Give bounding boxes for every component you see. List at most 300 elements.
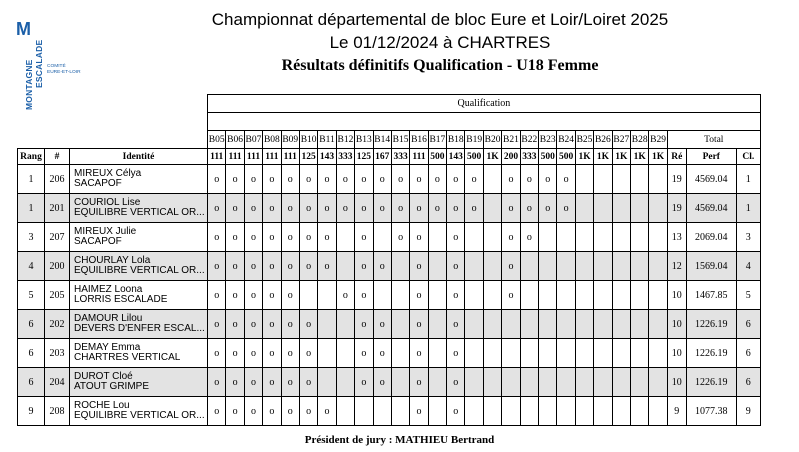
block-result-cell: o xyxy=(263,368,281,397)
cl-cell: 9 xyxy=(736,397,760,426)
block-result-cell xyxy=(391,368,409,397)
athlete-name: HAIMEZ Loona xyxy=(74,284,143,295)
block-result-cell: o xyxy=(410,223,428,252)
athlete-name: DUROT Cloé xyxy=(74,371,133,382)
identite-cell xyxy=(70,368,208,397)
block-result-cell xyxy=(483,368,501,397)
block-points: 111 xyxy=(208,149,226,165)
perf-cell: 1467.85 xyxy=(686,281,736,310)
block-result-cell: o xyxy=(410,310,428,339)
block-result-cell xyxy=(612,223,630,252)
perf-cell: 1226.19 xyxy=(686,310,736,339)
block-result-cell xyxy=(539,281,557,310)
block-result-cell: o xyxy=(502,223,520,252)
block-result-cell: o xyxy=(263,339,281,368)
block-result-cell xyxy=(630,281,648,310)
athlete-name: COURIOL Lise xyxy=(74,197,141,208)
block-result-cell xyxy=(483,339,501,368)
athlete-name: CHOURLAY Lola xyxy=(74,255,151,266)
block-result-cell xyxy=(557,339,575,368)
block-result-cell: o xyxy=(226,281,244,310)
block-result-cell xyxy=(373,281,391,310)
block-points: 111 xyxy=(244,149,262,165)
block-result-cell: o xyxy=(373,368,391,397)
block-result-cell: o xyxy=(557,194,575,223)
block-result-cell: o xyxy=(226,368,244,397)
block-result-cell xyxy=(520,339,538,368)
rang-cell: 6 xyxy=(18,368,45,397)
block-result-cell: o xyxy=(244,397,262,426)
cl-cell: 6 xyxy=(736,339,760,368)
block-result-cell: o xyxy=(226,310,244,339)
block-result-cell xyxy=(502,397,520,426)
num-cell: 201 xyxy=(45,194,70,223)
block-result-cell xyxy=(318,281,336,310)
perf-cell: 4569.04 xyxy=(686,194,736,223)
page-title: Championnat départemental de bloc Eure et Loir/Loiret 2025 xyxy=(211,10,669,29)
block-result-cell xyxy=(630,310,648,339)
rang-cell: 6 xyxy=(18,339,45,368)
athlete-club: ATOUT GRIMPE xyxy=(74,381,150,392)
block-result-cell: o xyxy=(226,339,244,368)
block-result-cell: o xyxy=(263,194,281,223)
block-result-cell: o xyxy=(520,194,538,223)
block-result-cell xyxy=(336,368,354,397)
rang-cell: 9 xyxy=(18,397,45,426)
block-result-cell xyxy=(428,368,446,397)
block-result-cell xyxy=(355,397,373,426)
block-result-cell xyxy=(649,223,667,252)
block-result-cell: o xyxy=(410,194,428,223)
block-result-cell: o xyxy=(263,165,281,194)
cl-cell: 1 xyxy=(736,165,760,194)
block-result-cell xyxy=(520,281,538,310)
block-result-cell: o xyxy=(410,368,428,397)
block-points: 200 xyxy=(502,149,520,165)
block-result-cell: o xyxy=(299,252,317,281)
identite-header: Identité xyxy=(70,149,208,165)
block-result-cell xyxy=(483,194,501,223)
block-result-cell xyxy=(336,339,354,368)
block-result-cell xyxy=(575,165,593,194)
block-result-cell: o xyxy=(539,194,557,223)
logo-mark: M xyxy=(16,19,31,39)
block-points: 111 xyxy=(226,149,244,165)
block-result-cell xyxy=(483,397,501,426)
block-points: 125 xyxy=(355,149,373,165)
block-result-cell xyxy=(612,165,630,194)
block-result-cell: o xyxy=(355,252,373,281)
athlete-club: EQUILIBRE VERTICAL OR... xyxy=(74,265,205,276)
block-result-cell xyxy=(539,310,557,339)
block-header: B23 xyxy=(539,131,557,149)
event-date-location: Le 01/12/2024 à CHARTRES xyxy=(329,33,551,52)
block-header: B17 xyxy=(428,131,446,149)
athlete-club: DEVERS D'ENFER ESCAL... xyxy=(74,323,205,334)
block-result-cell: o xyxy=(336,194,354,223)
block-points: 111 xyxy=(410,149,428,165)
block-result-cell: o xyxy=(244,339,262,368)
block-result-cell xyxy=(502,310,520,339)
block-result-cell: o xyxy=(244,194,262,223)
block-result-cell: o xyxy=(299,368,317,397)
header-row-blocks xyxy=(18,131,761,149)
identite-cell xyxy=(70,339,208,368)
block-header: B29 xyxy=(649,131,667,149)
block-result-cell: o xyxy=(502,252,520,281)
block-result-cell: o xyxy=(208,223,226,252)
cl-cell: 6 xyxy=(736,368,760,397)
rang-cell: 1 xyxy=(18,194,45,223)
block-result-cell: o xyxy=(299,310,317,339)
block-result-cell: o xyxy=(373,194,391,223)
block-result-cell xyxy=(299,281,317,310)
block-result-cell: o xyxy=(447,310,465,339)
block-result-cell xyxy=(612,368,630,397)
block-result-cell: o xyxy=(428,194,446,223)
block-result-cell xyxy=(612,339,630,368)
header-spacer xyxy=(18,113,208,131)
block-result-cell xyxy=(594,165,612,194)
block-result-cell xyxy=(575,397,593,426)
block-result-cell xyxy=(630,223,648,252)
block-result-cell: o xyxy=(299,194,317,223)
block-result-cell xyxy=(630,397,648,426)
rang-header: Rang xyxy=(18,149,45,165)
qualification-spacer xyxy=(208,113,761,131)
block-result-cell: o xyxy=(299,223,317,252)
block-result-cell xyxy=(649,252,667,281)
num-cell: 200 xyxy=(45,252,70,281)
block-points: 1K xyxy=(612,149,630,165)
block-result-cell: o xyxy=(447,397,465,426)
block-points: 167 xyxy=(373,149,391,165)
block-result-cell xyxy=(612,310,630,339)
num-cell: 203 xyxy=(45,339,70,368)
block-header: B10 xyxy=(299,131,317,149)
header-spacer xyxy=(18,131,208,149)
block-result-cell: o xyxy=(410,397,428,426)
block-result-cell: o xyxy=(520,223,538,252)
block-points: 111 xyxy=(281,149,299,165)
num-cell: 202 xyxy=(45,310,70,339)
block-result-cell xyxy=(465,339,483,368)
block-result-cell: o xyxy=(355,165,373,194)
block-result-cell xyxy=(557,281,575,310)
re-cell: 19 xyxy=(667,165,686,194)
block-header: B11 xyxy=(318,131,336,149)
block-result-cell: o xyxy=(244,165,262,194)
identite-cell xyxy=(70,252,208,281)
block-header: B13 xyxy=(355,131,373,149)
block-result-cell xyxy=(465,368,483,397)
block-result-cell xyxy=(575,339,593,368)
block-result-cell xyxy=(594,339,612,368)
block-points: 143 xyxy=(447,149,465,165)
block-result-cell xyxy=(557,397,575,426)
block-header: B14 xyxy=(373,131,391,149)
table-row xyxy=(18,310,761,339)
block-header: B26 xyxy=(594,131,612,149)
block-result-cell xyxy=(649,368,667,397)
block-result-cell: o xyxy=(355,223,373,252)
block-result-cell xyxy=(575,252,593,281)
identite-cell xyxy=(70,194,208,223)
cl-cell: 1 xyxy=(736,194,760,223)
perf-cell: 1226.19 xyxy=(686,339,736,368)
table-row xyxy=(18,397,761,426)
identite-cell xyxy=(70,223,208,252)
block-result-cell xyxy=(483,223,501,252)
block-points: 500 xyxy=(539,149,557,165)
block-result-cell xyxy=(594,194,612,223)
block-result-cell: o xyxy=(281,339,299,368)
block-result-cell: o xyxy=(447,165,465,194)
block-header: B28 xyxy=(630,131,648,149)
perf-header: Perf xyxy=(686,149,736,165)
table-row xyxy=(18,339,761,368)
block-header: B27 xyxy=(612,131,630,149)
block-points: 1K xyxy=(483,149,501,165)
block-result-cell: o xyxy=(263,281,281,310)
block-result-cell: o xyxy=(373,252,391,281)
block-points: 143 xyxy=(318,149,336,165)
block-result-cell xyxy=(575,194,593,223)
athlete-club: SACAPOF xyxy=(74,178,122,189)
block-result-cell: o xyxy=(226,165,244,194)
block-result-cell: o xyxy=(373,310,391,339)
block-header: B24 xyxy=(557,131,575,149)
block-result-cell xyxy=(483,281,501,310)
block-result-cell: o xyxy=(318,397,336,426)
block-result-cell: o xyxy=(502,281,520,310)
rang-cell: 1 xyxy=(18,165,45,194)
block-result-cell xyxy=(594,252,612,281)
block-result-cell xyxy=(391,281,409,310)
block-result-cell xyxy=(428,397,446,426)
header-row-qualification xyxy=(18,95,761,113)
block-result-cell: o xyxy=(226,194,244,223)
block-result-cell xyxy=(575,368,593,397)
num-cell: 204 xyxy=(45,368,70,397)
re-cell: 12 xyxy=(667,252,686,281)
block-result-cell: o xyxy=(355,339,373,368)
block-header: B20 xyxy=(483,131,501,149)
block-result-cell xyxy=(373,223,391,252)
block-points: 500 xyxy=(428,149,446,165)
block-result-cell: o xyxy=(355,368,373,397)
athlete-name: DAMOUR Lilou xyxy=(74,313,143,324)
block-result-cell: o xyxy=(502,165,520,194)
re-cell: 10 xyxy=(667,339,686,368)
athlete-club: EQUILIBRE VERTICAL OR... xyxy=(74,410,205,421)
num-cell: 206 xyxy=(45,165,70,194)
block-result-cell: o xyxy=(447,339,465,368)
block-result-cell xyxy=(336,223,354,252)
block-result-cell xyxy=(612,194,630,223)
block-header: B08 xyxy=(263,131,281,149)
block-result-cell xyxy=(391,339,409,368)
block-result-cell: o xyxy=(336,165,354,194)
block-result-cell xyxy=(575,223,593,252)
block-result-cell: o xyxy=(281,281,299,310)
cl-header: Cl. xyxy=(736,149,760,165)
block-points: 1K xyxy=(630,149,648,165)
table-row xyxy=(18,368,761,397)
re-cell: 19 xyxy=(667,194,686,223)
block-result-cell: o xyxy=(318,223,336,252)
block-result-cell: o xyxy=(520,165,538,194)
cl-cell: 6 xyxy=(736,310,760,339)
block-header: B25 xyxy=(575,131,593,149)
logo-text-escalade: ESCALADE xyxy=(34,39,44,88)
block-result-cell xyxy=(465,397,483,426)
block-result-cell: o xyxy=(244,223,262,252)
block-result-cell: o xyxy=(226,223,244,252)
block-result-cell xyxy=(649,397,667,426)
block-result-cell xyxy=(557,223,575,252)
block-result-cell xyxy=(612,252,630,281)
table-row xyxy=(18,281,761,310)
athlete-name: MIREUX Célya xyxy=(74,168,142,179)
block-result-cell xyxy=(539,339,557,368)
block-result-cell: o xyxy=(410,339,428,368)
block-result-cell xyxy=(630,252,648,281)
block-result-cell: o xyxy=(244,310,262,339)
logo-text-comite: COMITÉ EURE-ET-LOIR xyxy=(47,64,81,75)
table-row xyxy=(18,194,761,223)
block-result-cell xyxy=(594,397,612,426)
block-result-cell xyxy=(539,397,557,426)
block-result-cell xyxy=(373,397,391,426)
block-result-cell: o xyxy=(557,165,575,194)
block-result-cell xyxy=(557,368,575,397)
block-result-cell xyxy=(557,252,575,281)
rang-cell: 6 xyxy=(18,310,45,339)
block-result-cell xyxy=(612,397,630,426)
block-header: B05 xyxy=(208,131,226,149)
block-header: B19 xyxy=(465,131,483,149)
block-result-cell: o xyxy=(373,339,391,368)
block-points: 1K xyxy=(575,149,593,165)
block-header: B15 xyxy=(391,131,409,149)
block-result-cell: o xyxy=(281,165,299,194)
block-result-cell xyxy=(520,397,538,426)
identite-cell xyxy=(70,281,208,310)
block-result-cell xyxy=(649,281,667,310)
block-result-cell: o xyxy=(263,310,281,339)
cl-cell: 4 xyxy=(736,252,760,281)
block-result-cell: o xyxy=(539,165,557,194)
cl-cell: 5 xyxy=(736,281,760,310)
block-result-cell xyxy=(465,252,483,281)
block-points: 1K xyxy=(594,149,612,165)
athlete-club: CHARTRES VERTICAL xyxy=(74,352,181,363)
block-header: B22 xyxy=(520,131,538,149)
block-result-cell: o xyxy=(355,310,373,339)
cl-cell: 3 xyxy=(736,223,760,252)
block-points: 125 xyxy=(299,149,317,165)
block-result-cell: o xyxy=(244,281,262,310)
num-cell: 207 xyxy=(45,223,70,252)
block-result-cell xyxy=(465,310,483,339)
block-points: 500 xyxy=(557,149,575,165)
block-result-cell: o xyxy=(465,194,483,223)
block-result-cell: o xyxy=(263,252,281,281)
re-cell: 10 xyxy=(667,368,686,397)
athlete-name: DEMAY Emma xyxy=(74,342,141,353)
header-spacer xyxy=(18,95,208,113)
block-result-cell xyxy=(428,281,446,310)
athlete-club: EQUILIBRE VERTICAL OR... xyxy=(74,207,205,218)
block-result-cell xyxy=(318,368,336,397)
block-result-cell xyxy=(539,223,557,252)
block-result-cell xyxy=(428,223,446,252)
block-result-cell xyxy=(428,339,446,368)
block-result-cell: o xyxy=(447,223,465,252)
block-result-cell xyxy=(649,310,667,339)
athlete-name: MIREUX Julie xyxy=(74,226,137,237)
block-result-cell xyxy=(612,281,630,310)
block-result-cell: o xyxy=(318,194,336,223)
block-result-cell: o xyxy=(263,223,281,252)
block-header: B21 xyxy=(502,131,520,149)
identite-cell xyxy=(70,165,208,194)
block-result-cell: o xyxy=(208,194,226,223)
block-result-cell xyxy=(575,281,593,310)
block-result-cell xyxy=(594,223,612,252)
block-result-cell: o xyxy=(391,194,409,223)
table-row xyxy=(18,252,761,281)
block-result-cell xyxy=(630,368,648,397)
block-result-cell: o xyxy=(208,310,226,339)
block-result-cell: o xyxy=(410,252,428,281)
block-result-cell xyxy=(483,252,501,281)
block-points: 333 xyxy=(520,149,538,165)
block-result-cell: o xyxy=(281,310,299,339)
table-row xyxy=(18,165,761,194)
re-cell: 10 xyxy=(667,310,686,339)
block-result-cell: o xyxy=(391,223,409,252)
block-points: 111 xyxy=(263,149,281,165)
block-result-cell: o xyxy=(263,397,281,426)
block-result-cell: o xyxy=(281,397,299,426)
block-result-cell xyxy=(465,281,483,310)
block-result-cell: o xyxy=(447,368,465,397)
block-result-cell xyxy=(557,310,575,339)
block-result-cell xyxy=(502,339,520,368)
block-result-cell: o xyxy=(299,397,317,426)
block-result-cell xyxy=(391,310,409,339)
block-result-cell xyxy=(630,165,648,194)
perf-cell: 1226.19 xyxy=(686,368,736,397)
block-header: B07 xyxy=(244,131,262,149)
block-result-cell xyxy=(630,339,648,368)
block-result-cell: o xyxy=(208,165,226,194)
block-result-cell xyxy=(520,310,538,339)
block-result-cell: o xyxy=(336,281,354,310)
rang-cell: 5 xyxy=(18,281,45,310)
re-cell: 13 xyxy=(667,223,686,252)
block-points: 1K xyxy=(649,149,667,165)
block-header: B09 xyxy=(281,131,299,149)
block-result-cell: o xyxy=(208,397,226,426)
block-result-cell xyxy=(336,252,354,281)
block-result-cell xyxy=(649,339,667,368)
num-cell: 205 xyxy=(45,281,70,310)
block-result-cell: o xyxy=(447,194,465,223)
block-result-cell: o xyxy=(410,165,428,194)
